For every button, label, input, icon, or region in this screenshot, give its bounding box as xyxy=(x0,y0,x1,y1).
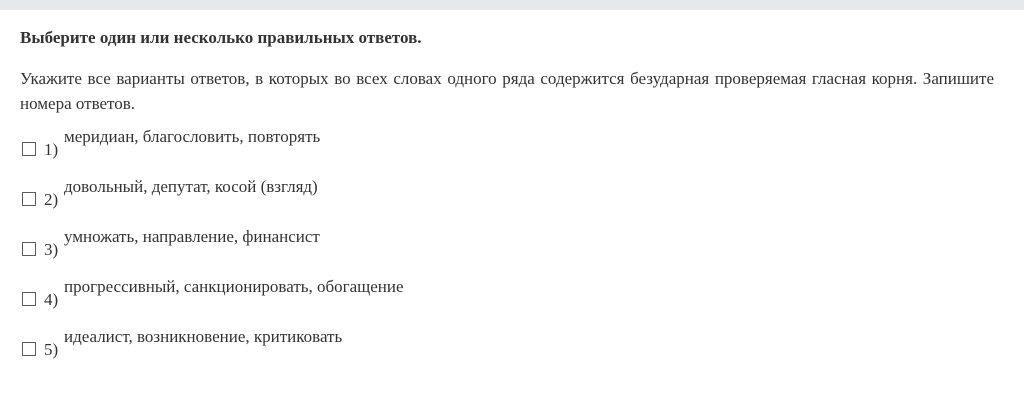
answer-options-list xyxy=(20,126,1000,376)
question-text: Укажите все варианты ответов, в которых во всех словах одного ряда содержится безударная проверяемая гласная корня. Запишите номера ответов. xyxy=(20,69,994,113)
option-label: довольный, депутат, косой (взгляд) xyxy=(64,177,318,196)
answer-option-3[interactable] xyxy=(20,226,1000,276)
checkbox-option-4[interactable] xyxy=(22,292,36,306)
option-number: 2) xyxy=(44,190,59,209)
answer-option-4[interactable] xyxy=(20,276,1000,326)
checkbox-option-3[interactable] xyxy=(22,242,36,256)
option-label: идеалист, возникновение, критиковать xyxy=(64,327,343,346)
checkbox-option-2[interactable] xyxy=(22,192,36,206)
option-number: 3) xyxy=(44,240,59,259)
option-label: прогрессивный, санкционировать, обогащение xyxy=(64,277,404,296)
answer-option-2[interactable] xyxy=(20,176,1000,226)
option-number: 1) xyxy=(44,140,59,159)
option-label: меридиан, благословить, повторять xyxy=(64,127,321,146)
option-number: 4) xyxy=(44,290,59,309)
answer-option-5[interactable] xyxy=(20,326,1000,376)
checkbox-option-5[interactable] xyxy=(22,342,36,356)
task-instruction: Выберите один или несколько правильных ответов. xyxy=(20,28,422,47)
top-bar xyxy=(0,0,1024,10)
option-number: 5) xyxy=(44,340,59,359)
checkbox-option-1[interactable] xyxy=(22,142,36,156)
option-label: умножать, направление, финансист xyxy=(64,227,320,246)
answer-option-1[interactable] xyxy=(20,126,1000,176)
